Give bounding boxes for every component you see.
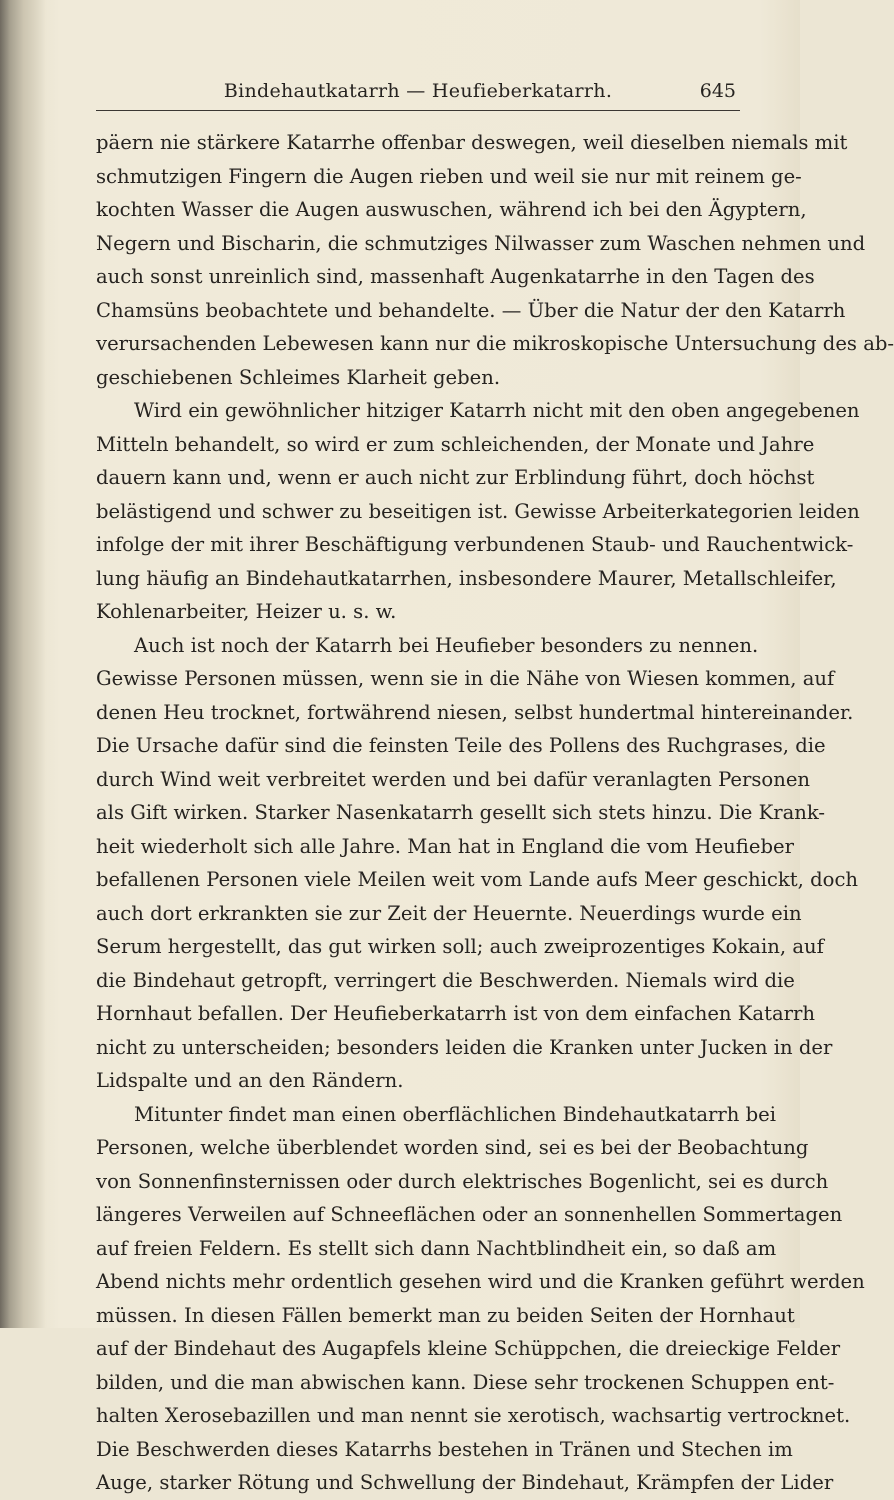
text-line: als Gift wirken. Starker Nasenkatarrh gesellt sich stets hinzu. Die Krank- [96,801,826,824]
text-line: schmutzigen Fingern die Augen rieben und weil sie nur mit reinem ge- [96,164,802,188]
body-text [96,126,894,1500]
text-line: Mitunter findet man einen oberflächlichen Bindehautkatarrh bei [134,1102,776,1126]
book-spine-shadow [0,0,46,1328]
text-line: päern nie stärkere Katarrhe offenbar deswegen, weil dieselben niemals mit [96,131,848,154]
text-line: durch Wind weit verbreitet werden und bei dafür veranlagten Personen [96,767,811,791]
text-line: Serum hergestellt, das gut wirken soll; auch zweiprozentiges Kokain, auf [96,935,824,958]
text-line: Personen, welche überblendet worden sind, sei es bei der Beobachtung [96,1136,809,1159]
text-line: befallenen Personen viele Meilen weit vom Lande aufs Meer geschickt, doch [96,868,859,891]
text-line: Auch ist noch der Katarrh bei Heufieber besonders zu nennen. [134,633,759,657]
page-number: 645 [699,80,736,102]
text-line: Die Beschwerden dieses Katarrhs bestehen in Tränen und Stechen im [96,1437,793,1461]
text-line: Abend nichts mehr ordentlich gesehen wird und die Kranken geführt werden [96,1270,865,1293]
text-line: auch sonst unreinlich sind, massenhaft Augenkatarrhe in den Tagen des [96,265,815,288]
text-line: kochten Wasser die Augen auswuschen, während ich bei den Ägyptern, [96,198,807,221]
text-line: belästigend und schwer zu beseitigen ist. Gewisse Arbeiterkategorien leiden [96,499,860,523]
text-line: auf freien Feldern. Es stellt sich dann Nachtblindheit ein, so daß am [96,1236,777,1260]
text-line: Kohlenarbeiter, Heizer u. s. w. [96,600,397,623]
text-line: Lidspalte und an den Rändern. [96,1069,404,1092]
text-line: lung häufig an Bindehautkatarrhen, insbesondere Maurer, Metallschleifer, [96,566,837,590]
text-line: Mitteln behandelt, so wird er zum schleichenden, der Monate und Jahre [96,432,815,456]
text-line: nicht zu unterscheiden; besonders leiden die Kranken unter Jucken in der [96,1035,833,1059]
text-line: auf der Bindehaut des Augapfels kleine Schüppchen, die dreieckige Felder [96,1337,841,1360]
running-title: Bindehautkatarrh — Heufieberkatarrh. [223,80,613,102]
text-line: Hornhaut befallen. Der Heufieberkatarrh ist von dem einfachen Katarrh [96,1002,815,1025]
text-line: denen Heu trocknet, fortwährend niesen, selbst hundertmal hintereinander. [96,700,854,724]
text-line: bilden, und die man abwischen kann. Diese sehr trockenen Schuppen ent- [96,1370,835,1394]
text-line: längeres Verweilen auf Schneeflächen oder an sonnenhellen Sommertagen [96,1203,843,1226]
text-line: Die Ursache dafür sind die feinsten Teile des Pollens des Ruchgrases, die [96,734,826,757]
text-line: Negern und Bischarin, die schmutziges Nilwasser zum Waschen nehmen und [96,231,866,255]
text-line: infolge der mit ihrer Beschäftigung verbundenen Staub- und Rauchentwick- [96,533,854,556]
text-line: von Sonnenfinsternissen oder durch elektrisches Bogenlicht, sei es durch [96,1169,829,1193]
text-line: halten Xerosebazillen und man nennt sie xerotisch, wachsartig vertrocknet. [96,1404,851,1427]
text-line: Auge, starker Rötung und Schwellung der Bindehaut, Krämpfen der Lider [96,1471,834,1494]
text-line: die Bindehaut getropft, verringert die Beschwerden. Niemals wird die [96,968,795,992]
text-line: Gewisse Personen müssen, wenn sie in die Nähe von Wiesen kommen, auf [96,667,835,690]
text-line: dauern kann und, wenn er auch nicht zur Erblindung führt, doch höchst [96,466,815,489]
text-line: müssen. In diesen Fällen bemerkt man zu beiden Seiten der Hornhaut [96,1303,795,1327]
text-line: Chamsüns beobachtete und behandelte. — Über die Natur der den Katarrh [96,298,846,322]
text-line: geschiebenen Schleimes Klarheit geben. [96,365,501,389]
text-line: auch dort erkrankten sie zur Zeit der Heuernte. Neuerdings wurde ein [96,901,802,925]
running-header [96,76,740,111]
text-line: Wird ein gewöhnlicher hitziger Katarrh nicht mit den oben angegebenen [134,399,860,422]
text-line: verursachenden Lebewesen kann nur die mikroskopische Untersuchung des ab- [96,332,894,355]
text-line: heit wiederholt sich alle Jahre. Man hat in England die vom Heufieber [96,834,794,858]
